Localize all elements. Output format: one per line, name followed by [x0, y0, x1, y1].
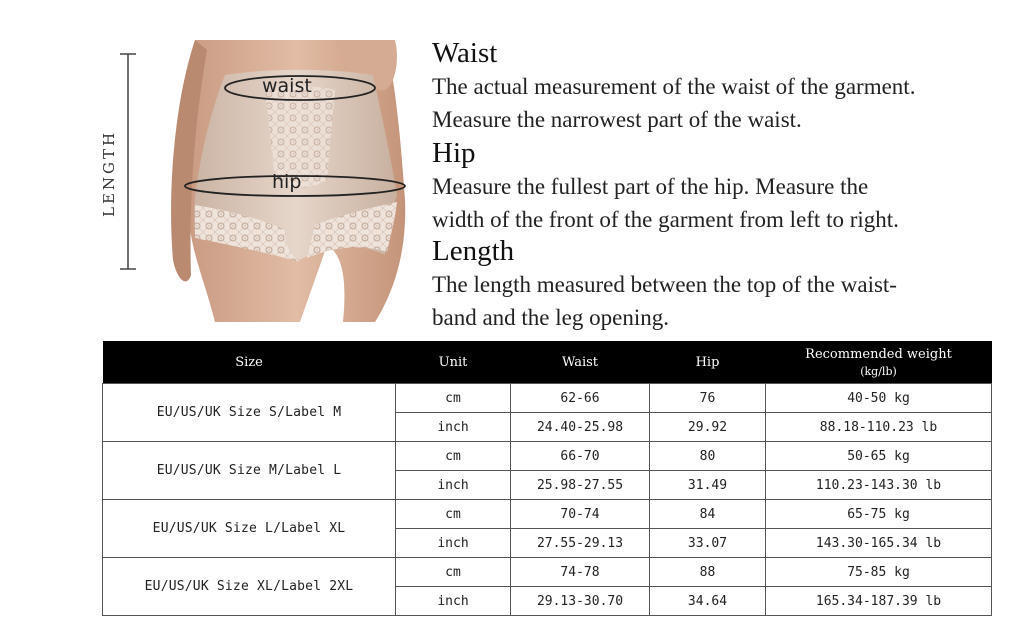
table-row	[103, 500, 992, 529]
unit-cell: inch	[396, 587, 511, 616]
weight-cell: 143.30-165.34 lb	[766, 529, 992, 558]
waist-cell: 24.40-25.98	[511, 413, 650, 442]
hip-heading: Hip	[432, 137, 476, 169]
header-hip: Hip	[650, 341, 766, 384]
waist-label: waist	[262, 75, 312, 97]
weight-cell: 65-75 kg	[766, 500, 992, 529]
length-text-line-1: The length measured between the top of the waist-	[432, 272, 897, 297]
waist-heading: Waist	[432, 37, 498, 69]
weight-cell: 75-85 kg	[766, 558, 992, 587]
hip-cell: 84	[650, 500, 766, 529]
length-text-line-2: band and the leg opening.	[432, 305, 669, 330]
length-description	[432, 236, 1032, 334]
size-name: EU/US/UK Size S/Label M	[103, 384, 396, 442]
unit-cell: cm	[396, 442, 511, 471]
size-name: EU/US/UK Size M/Label L	[103, 442, 396, 500]
header-weight-unit: (kg/lb)	[860, 364, 897, 378]
hip-cell: 34.64	[650, 587, 766, 616]
weight-cell: 40-50 kg	[766, 384, 992, 413]
length-bracket	[120, 54, 136, 269]
waist-cell: 74-78	[511, 558, 650, 587]
hip-text-line-2: width of the front of the garment from left to right.	[432, 207, 899, 232]
weight-cell: 110.23-143.30 lb	[766, 471, 992, 500]
unit-cell: cm	[396, 500, 511, 529]
weight-cell: 165.34-187.39 lb	[766, 587, 992, 616]
hip-cell: 31.49	[650, 471, 766, 500]
hip-cell: 29.92	[650, 413, 766, 442]
waist-cell: 62-66	[511, 384, 650, 413]
waist-text-line-1: The actual measurement of the waist of the garment.	[432, 74, 916, 99]
waist-cell: 27.55-29.13	[511, 529, 650, 558]
header-weight-title: Recommended weight	[805, 346, 952, 362]
header-size: Size	[103, 341, 396, 384]
unit-cell: cm	[396, 558, 511, 587]
size-name: EU/US/UK Size L/Label XL	[103, 500, 396, 558]
hip-cell: 80	[650, 442, 766, 471]
weight-cell: 88.18-110.23 lb	[766, 413, 992, 442]
table-header-row	[103, 341, 992, 384]
length-heading: Length	[432, 235, 515, 267]
hip-label: hip	[272, 171, 302, 193]
length-text	[432, 268, 1032, 334]
header-unit: Unit	[396, 341, 511, 384]
header-waist: Waist	[511, 341, 650, 384]
hip-cell: 88	[650, 558, 766, 587]
hip-cell: 76	[650, 384, 766, 413]
length-label: LENGTH	[100, 129, 118, 217]
waist-cell: 66-70	[511, 442, 650, 471]
garment-illustration	[95, 40, 425, 330]
weight-cell: 50-65 kg	[766, 442, 992, 471]
unit-cell: inch	[396, 413, 511, 442]
hip-text-line-1: Measure the fullest part of the hip. Measure the	[432, 174, 869, 199]
waist-description	[432, 38, 1032, 136]
waist-cell: 25.98-27.55	[511, 471, 650, 500]
hip-text	[432, 170, 1032, 236]
unit-cell: cm	[396, 384, 511, 413]
table-row	[103, 384, 992, 413]
size-name: EU/US/UK Size XL/Label 2XL	[103, 558, 396, 616]
size-chart-table	[102, 341, 992, 616]
hip-description	[432, 138, 1032, 236]
waist-text	[432, 70, 1032, 136]
table-row	[103, 558, 992, 587]
waist-text-line-2: Measure the narrowest part of the waist.	[432, 107, 802, 132]
unit-cell: inch	[396, 529, 511, 558]
header-weight	[766, 341, 992, 384]
table-row	[103, 442, 992, 471]
hip-cell: 33.07	[650, 529, 766, 558]
unit-cell: inch	[396, 471, 511, 500]
waist-cell: 70-74	[511, 500, 650, 529]
waist-cell: 29.13-30.70	[511, 587, 650, 616]
